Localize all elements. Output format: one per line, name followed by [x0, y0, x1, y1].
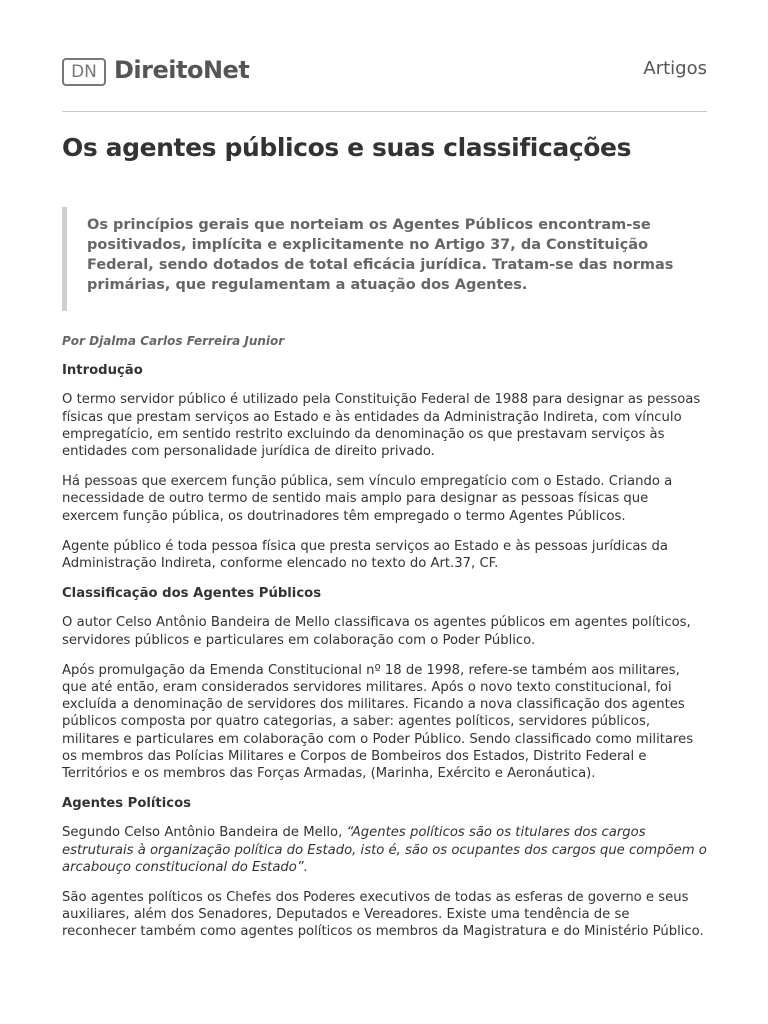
logo-wordmark[interactable]: DireitoNet [114, 56, 250, 84]
article-body [62, 333, 707, 954]
paragraph-6-quote: “Agentes políticos são os titulares dos cargos estruturais à organização política do Estado, isto é, são os ocupantes dos cargos que compõem o arcabouço constitucional do Estado”. [62, 825, 707, 875]
paragraph-3: Agente público é toda pessoa física que presta serviços ao Estado e às pessoas jurídicas da Administração Indireta, conforme elencado no texto do Art.37, CF. [62, 538, 668, 572]
section-link-artigos[interactable]: Artigos [643, 58, 707, 79]
paragraph-1: O termo servidor público é utilizado pela Constituição Federal de 1988 para designar as pessoas físicas que prestam serviços ao Estado e às entidades da Administração Indireta, com vínculo empregatício, em sentido restrito excluindo da denominação os que prestavam serviços às entidades com personalidade jurídica de direito privado. [62, 392, 701, 460]
paragraph-6 [62, 824, 707, 876]
site-header [62, 56, 707, 92]
paragraph-6-intro: Segundo Celso Antônio Bandeira de Mello, [62, 825, 347, 841]
logo-badge[interactable]: DN [62, 58, 106, 86]
header-divider [62, 111, 707, 112]
article-title: Os agentes públicos e suas classificações [62, 133, 632, 162]
paragraph-2: Há pessoas que exercem função pública, sem vínculo empregatício com o Estado. Criando a necessidade de outro termo de sentido mais amplo para designar as pessoas físicas que exercem função pública, os doutrinadores têm empregado o termo Agentes Públicos. [62, 474, 673, 524]
paragraph-7: São agentes políticos os Chefes dos Poderes executivos de todas as esferas de governo e seus auxiliares, além dos Senadores, Deputados e Vereadores. Existe uma tendência de se reconhecer também como agentes políticos os membros da Magistratura e do Ministério Público. [62, 890, 704, 940]
heading-classificacao: Classificação dos Agentes Públicos [62, 586, 322, 602]
paragraph-4: O autor Celso Antônio Bandeira de Mello classificava os agentes públicos em agentes políticos, servidores públicos e particulares em colaboração com o Poder Público. [62, 615, 691, 648]
heading-agentes-politicos: Agentes Políticos [62, 796, 191, 812]
heading-introducao: Introdução [62, 363, 143, 379]
paragraph-5: Após promulgação da Emenda Constitucional nº 18 de 1998, refere-se também aos militares, que até então, eram considerados servidores militares. Após o novo texto constitucional, foi excluída a denominação de servidores dos militares. Ficando a nova classificação dos agentes públicos composta por quatro categorias, a saber: agentes políticos, servidores públicos, militares e particulares em colaboração com o Poder Público. Sendo classificado como militares os membros das Polícias Militares e Corpos de Bombeiros dos Estados, Distrito Federal e Territórios e os membros das Forças Armadas, (Marinha, Exército e Aeronáutica). [62, 662, 694, 782]
article-lead: Os princípios gerais que norteiam os Agentes Públicos encontram-se positivados, implícita e explicitamente no Artigo 37, da Constituição Federal, sendo dotados de total eficácia jurídica. Tratam-se das normas primárias, que regulamentam a atuação dos Agentes. [62, 207, 707, 311]
author-byline: Por Djalma Carlos Ferreira Junior [62, 334, 285, 348]
